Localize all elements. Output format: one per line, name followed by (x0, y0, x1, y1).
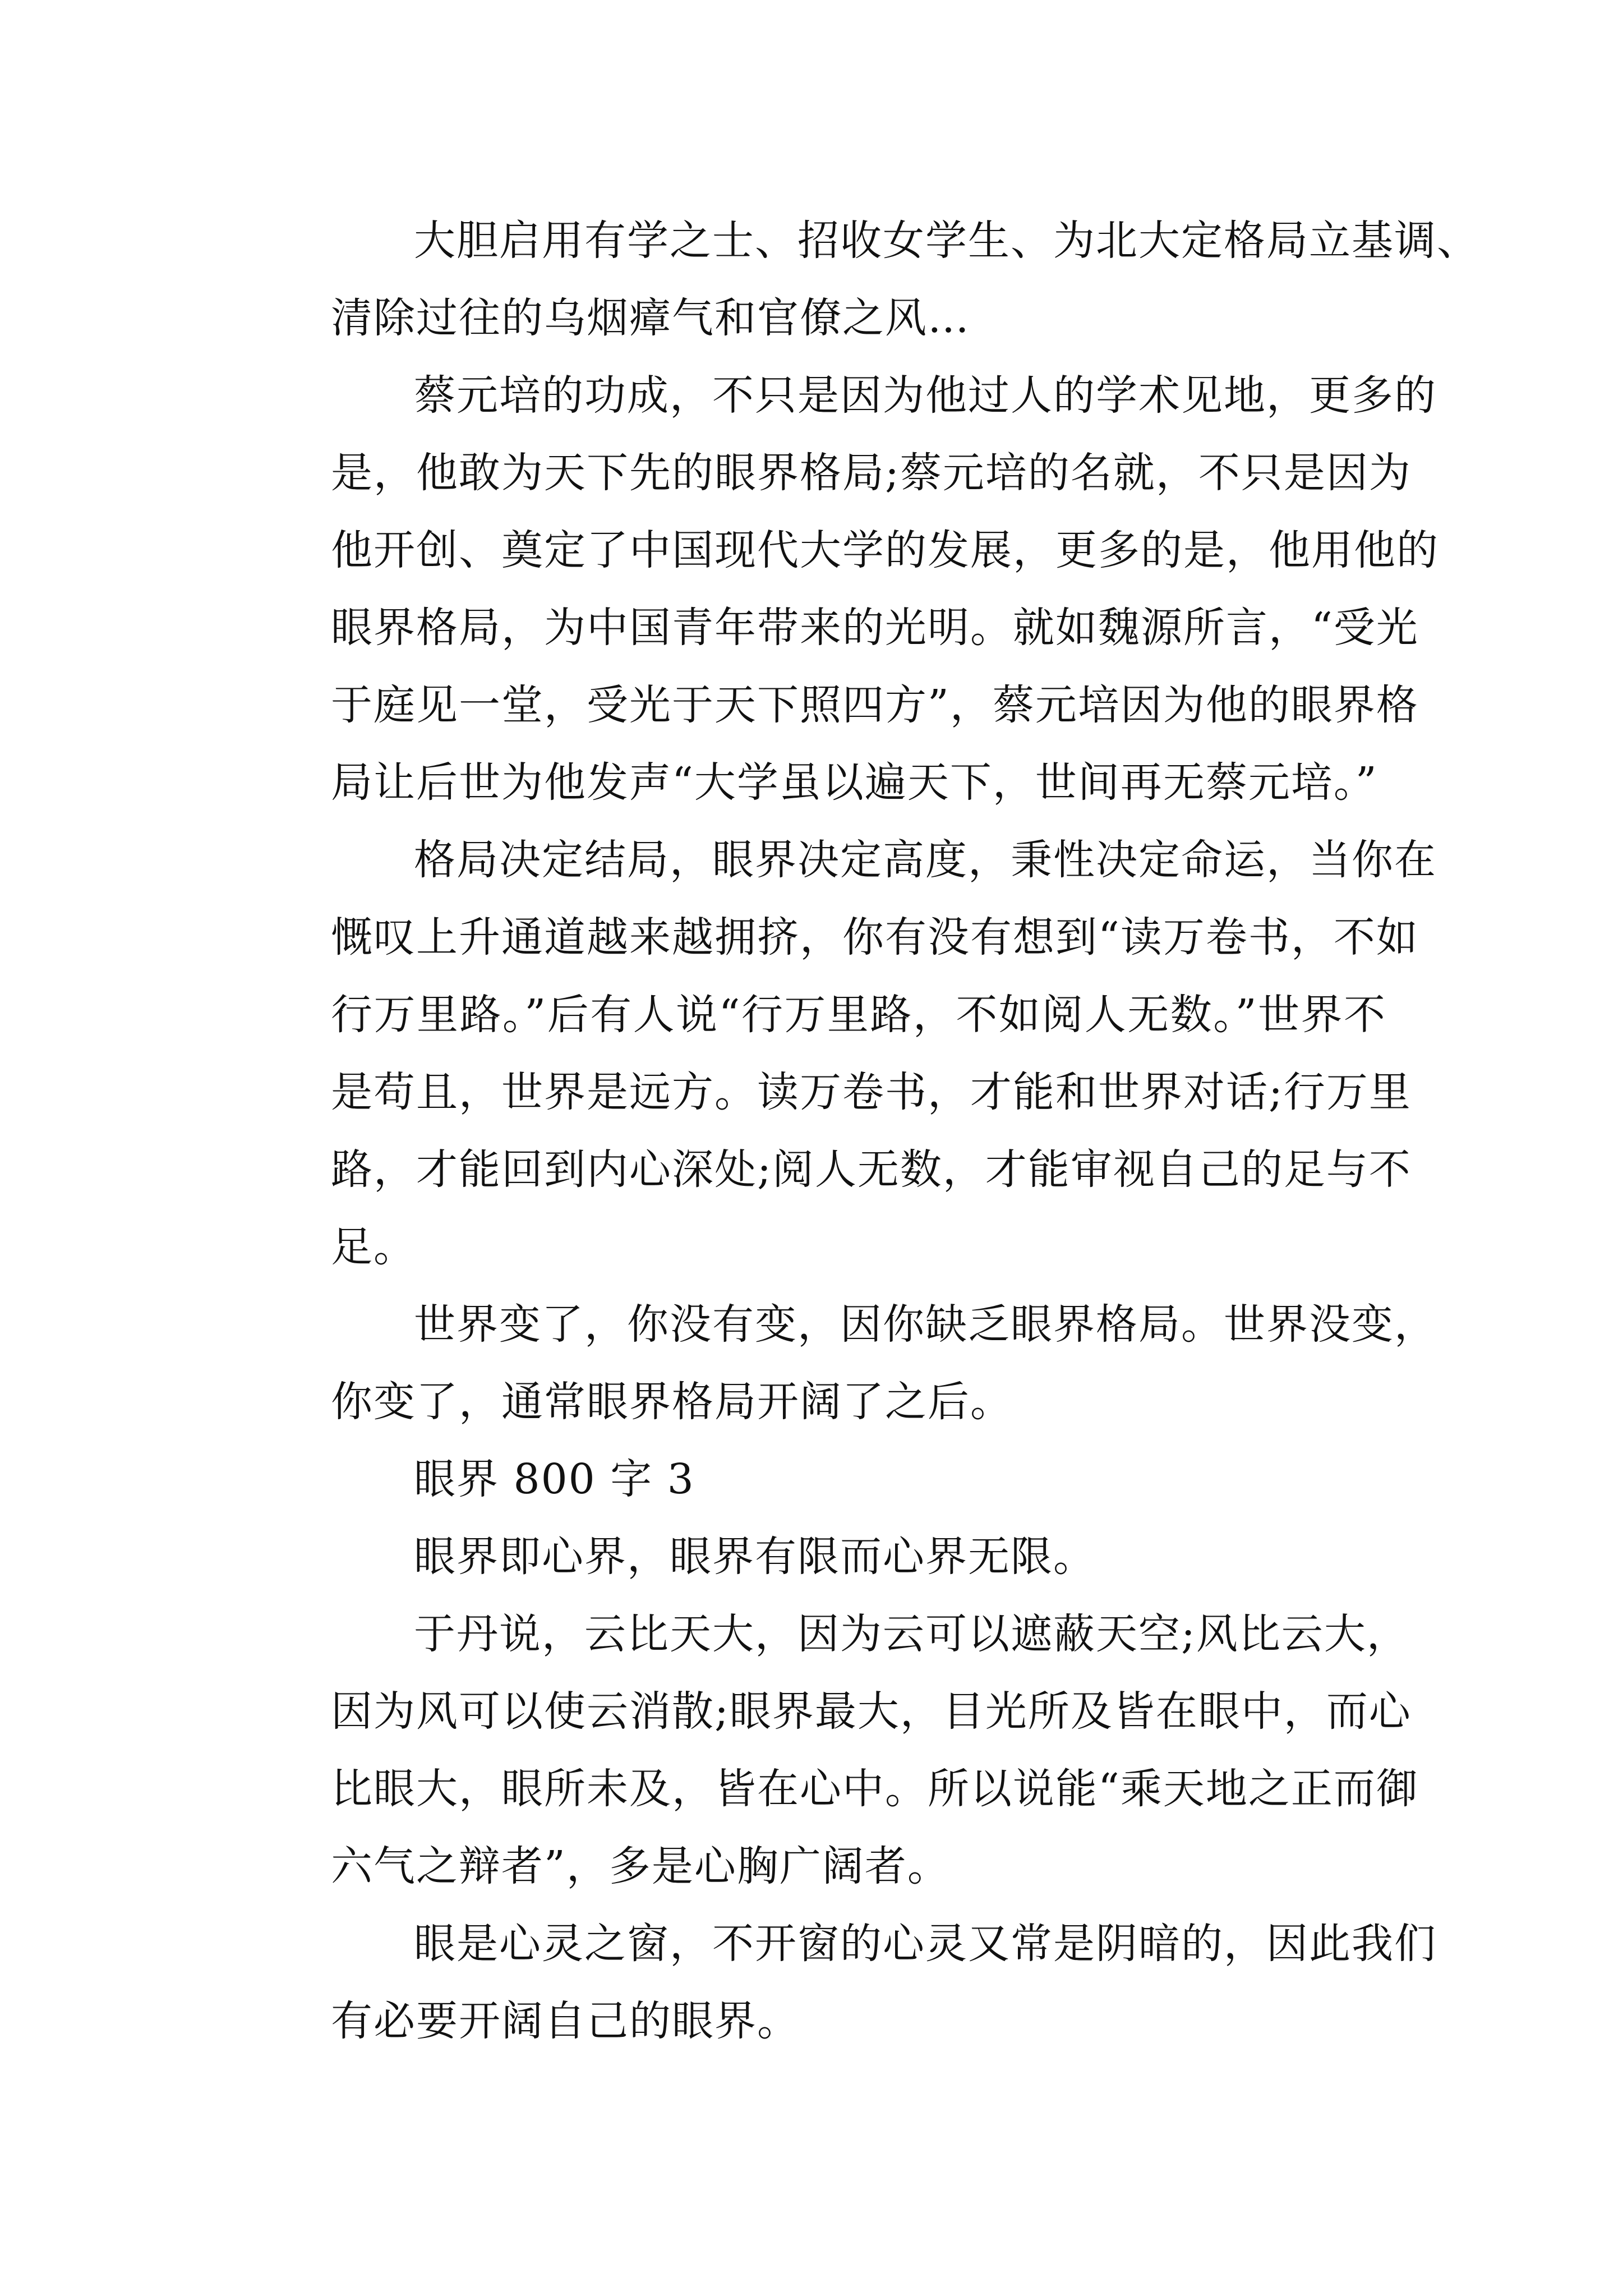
text-line: 你变了，通常眼界格局开阔了之后。 (331, 1378, 1013, 1426)
text-line: 格局决定结局，眼界决定高度，秉性决定命运，当你在 (414, 836, 1437, 884)
document-body (248, 202, 1479, 2060)
text-line: 大胆启用有学之士、招收女学生、为北大定格局立基调、 (414, 217, 1479, 265)
text-line: 比眼大，眼所未及，皆在心中。所以说能“乘天地之正而御 (331, 1765, 1419, 1813)
text-line: 慨叹上升通道越来越拥挤，你有没有想到“读万卷书，不如 (331, 913, 1419, 961)
text-line: 路，才能回到内心深处;阅人无数，才能审视自己的足与不 (331, 1145, 1412, 1194)
text-line: 有必要开阔自己的眼界。 (331, 1997, 800, 2045)
section-heading (248, 1441, 1386, 1518)
text-line: 行万里路。”后有人说“行万里路，不如阅人无数。”世界不 (331, 991, 1386, 1039)
text-line: 眼界 800 字 3 (414, 1455, 695, 1503)
text-line: 他开创、奠定了中国现代大学的发展，更多的是，他用他的 (331, 526, 1439, 574)
text-line: 于庭见一堂，受光于天下照四方”，蔡元培因为他的眼界格 (331, 681, 1419, 729)
text-line: 六气之辩者”，多是心胸广阔者。 (331, 1842, 950, 1890)
paragraph (248, 821, 1437, 1286)
paragraph (248, 357, 1439, 821)
paragraph (248, 1286, 1437, 1441)
text-line: 蔡元培的功成，不只是因为他过人的学术见地，更多的 (414, 371, 1437, 420)
text-line: 眼界即心界，眼界有限而心界无限。 (414, 1533, 1096, 1581)
text-line: 清除过往的乌烟瘴气和官僚之风… (331, 294, 970, 342)
text-line: 眼界格局，为中国青年带来的光明。就如魏源所言，“受光 (331, 604, 1419, 652)
paragraph (248, 1595, 1419, 1905)
text-line: 眼是心灵之窗，不开窗的心灵又常是阴暗的，因此我们 (414, 1920, 1437, 1968)
text-line: 是苟且，世界是远方。读万卷书，才能和世界对话;行万里 (331, 1068, 1412, 1116)
text-line: 因为风可以使云消散;眼界最大，目光所及皆在眼中，而心 (331, 1687, 1412, 1736)
text-line: 足。 (331, 1223, 416, 1271)
paragraph (248, 1905, 1437, 2060)
paragraph (248, 1518, 1386, 1595)
text-line: 于丹说，云比天大，因为云可以遮蔽天空;风比云大， (414, 1610, 1409, 1658)
paragraph (248, 202, 1479, 357)
text-line: 是，他敢为天下先的眼界格局;蔡元培的名就，不只是因为 (331, 449, 1412, 497)
text-line: 局让后世为他发声“大学虽以遍天下，世间再无蔡元培。” (331, 758, 1378, 807)
text-line: 世界变了，你没有变，因你缺乏眼界格局。世界没变， (414, 1300, 1437, 1349)
